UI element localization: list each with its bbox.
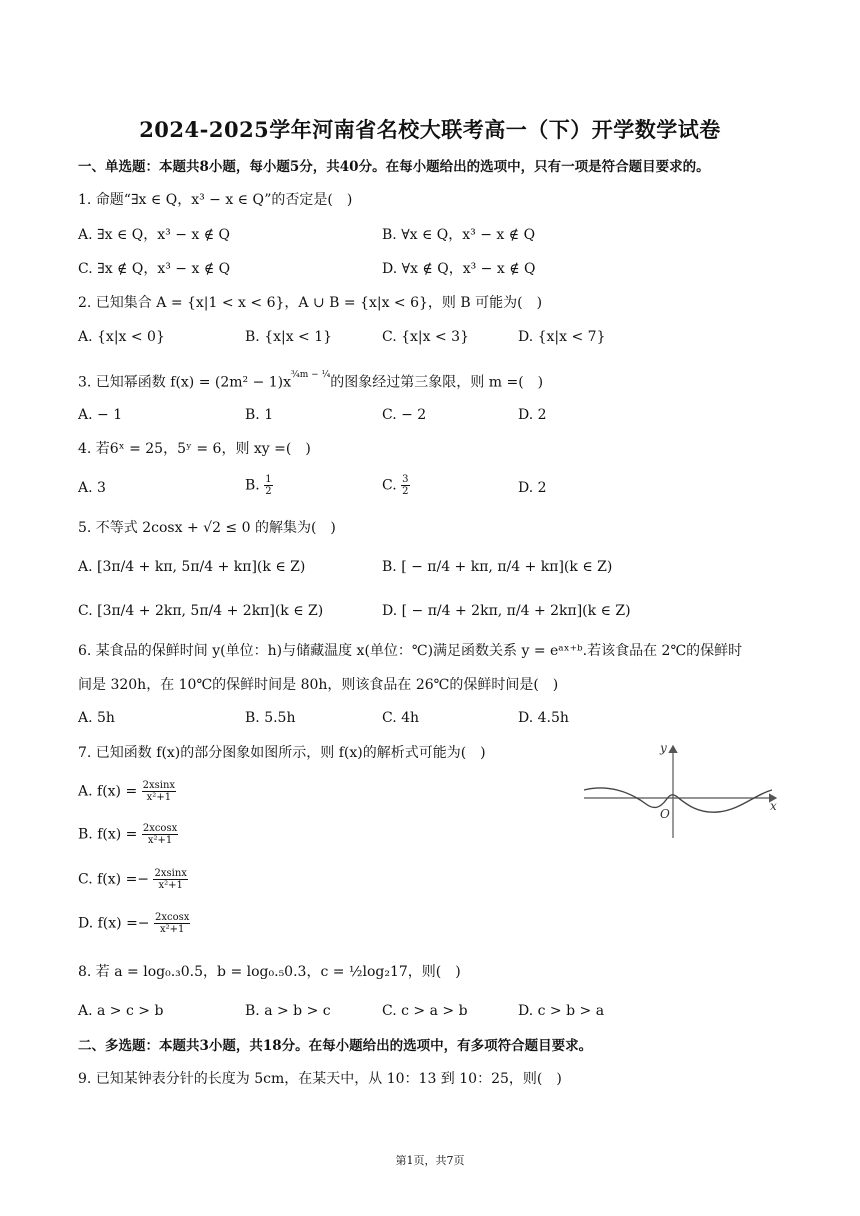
- fraction-denominator: x²+1: [147, 835, 173, 846]
- q1-option-a: A. ∃x ∈ Q，x³ − x ∉ Q: [78, 227, 231, 243]
- q7-function-graph: [578, 738, 784, 844]
- q6-option-a: A. 5h: [78, 710, 115, 726]
- section-multi-choice: 二、多选题：本题共3小题，共18分。在每小题给出的选项中，有多项符合题目要求。: [78, 1038, 593, 1054]
- q4-option-c-fraction: [401, 474, 409, 497]
- q7-option-d: [78, 912, 190, 935]
- q8-option-b: B. a > b > c: [245, 1003, 331, 1019]
- q4-stem: 4. 若6ˣ = 25，5ʸ = 6，则 xy =( ): [78, 441, 311, 457]
- q5-stem: 5. 不等式 2cosx + √2 ≤ 0 的解集为( ): [78, 520, 336, 536]
- q3-stem: [78, 369, 543, 393]
- q5-option-d: D. [ − π/4 + 2kπ, π/4 + 2kπ](k ∈ Z): [382, 603, 631, 619]
- q3-option-d: D. 2: [518, 407, 547, 423]
- q2-option-a: A. {x|x < 0}: [78, 329, 165, 345]
- q6-option-c: C. 4h: [382, 710, 420, 726]
- q8-option-a: A. a > c > b: [78, 1003, 164, 1019]
- q6-stem-line1: 6. 某食品的保鲜时间 y(单位：h)与储藏温度 x(单位：℃)满足函数关系 y = eᵃˣ⁺ᵇ.若该食品在 2℃的保鲜时: [78, 643, 743, 659]
- section-single-choice: 一、单选题：本题共8小题，每小题5分，共40分。在每小题给出的选项中，只有一项是符合题目要求的。: [78, 159, 710, 175]
- q4-option-b-label: B.: [245, 477, 260, 494]
- q7-option-c-fraction: [153, 868, 187, 891]
- q4-option-d: D. 2: [518, 480, 547, 496]
- fraction-denominator: x²+1: [160, 924, 185, 935]
- origin-label: O: [660, 807, 670, 821]
- page-footer: 第1页，共7页: [395, 1154, 465, 1167]
- q7-stem: 7. 已知函数 f(x)的部分图象如图所示，则 f(x)的解析式可能为( ): [78, 745, 486, 761]
- q3-stem-pre: 3. 已知幂函数 f(x) = (2m² − 1)x: [78, 374, 292, 391]
- q3-option-c: C. − 2: [382, 407, 427, 423]
- q1-option-d: D. ∀x ∉ Q，x³ − x ∉ Q: [382, 261, 536, 277]
- q6-stem-line2: 间是 320h，在 10℃的保鲜时间是 80h，则该食品在 26℃的保鲜时间是( ): [78, 677, 559, 693]
- fraction-denominator: x²+1: [146, 792, 172, 803]
- q2-option-c: C. {x|x < 3}: [382, 329, 469, 345]
- q2-option-b: B. {x|x < 1}: [245, 329, 333, 345]
- q7-option-d-label: D. f(x) =−: [78, 915, 150, 932]
- fraction-numerator: 2xcosx: [155, 912, 190, 923]
- q4-option-a: A. 3: [78, 480, 106, 496]
- q8-option-c: C. c > a > b: [382, 1003, 468, 1019]
- q8-stem: 8. 若 a = log₀.₃0.5，b = log₀.₅0.3，c = ½log₂17，则( ): [78, 964, 461, 980]
- q7-option-a-fraction: [142, 780, 176, 803]
- q4-option-c-label: C.: [382, 477, 397, 494]
- q1-stem: 1. 命题“∃x ∈ Q，x³ − x ∈ Q”的否定是( ): [78, 192, 353, 208]
- q5-option-a: A. [3π/4 + kπ, 5π/4 + kπ](k ∈ Z): [78, 559, 306, 575]
- q4-option-b: [245, 474, 273, 497]
- x-axis-label: x: [770, 799, 777, 813]
- q7-option-b-label: B. f(x) =: [78, 826, 138, 843]
- q7-option-a: [78, 780, 176, 803]
- q3-option-b: B. 1: [245, 407, 274, 423]
- q4-option-b-fraction: [264, 474, 272, 497]
- q5-option-c: C. [3π/4 + 2kπ, 5π/4 + 2kπ](k ∈ Z): [78, 603, 324, 619]
- q7-option-c: [78, 868, 188, 891]
- q7-option-c-label: C. f(x) =−: [78, 871, 150, 888]
- fraction-numerator: 2xsinx: [154, 868, 187, 879]
- q1-option-b: B. ∀x ∈ Q，x³ − x ∉ Q: [382, 227, 536, 243]
- q4-option-c: [382, 474, 410, 497]
- q7-option-b: [78, 823, 178, 846]
- q3-stem-post: 的图象经过第三象限，则 m =( ): [330, 374, 544, 391]
- y-axis-label: y: [660, 741, 667, 755]
- q6-option-b: B. 5.5h: [245, 710, 296, 726]
- fraction-numerator: 1: [265, 474, 272, 485]
- q6-option-d: D. 4.5h: [518, 710, 569, 726]
- q8-option-d: D. c > b > a: [518, 1003, 605, 1019]
- fraction-denominator: x²+1: [158, 880, 183, 891]
- page-title: 2024-2025学年河南省名校大联考高一（下）开学数学试卷: [139, 117, 721, 142]
- q3-stem-exponent: ¾m − ¼: [291, 370, 331, 380]
- fraction-numerator: 2xsinx: [142, 780, 176, 791]
- q3-option-a: A. − 1: [78, 407, 123, 423]
- q1-option-c: C. ∃x ∉ Q，x³ − x ∉ Q: [78, 261, 231, 277]
- fraction-numerator: 2xcosx: [142, 823, 178, 834]
- fraction-denominator: 2: [402, 486, 409, 497]
- q7-option-a-label: A. f(x) =: [78, 783, 138, 800]
- q7-option-b-fraction: [142, 823, 178, 846]
- q5-option-b: B. [ − π/4 + kπ, π/4 + kπ](k ∈ Z): [382, 559, 613, 575]
- fraction-numerator: 3: [402, 474, 409, 485]
- q7-option-d-fraction: [154, 912, 190, 935]
- fraction-denominator: 2: [265, 486, 272, 497]
- q9-stem: 9. 已知某钟表分针的长度为 5cm，在某天中，从 10：13 到 10：25，则( ): [78, 1071, 562, 1087]
- function-curve: [584, 788, 772, 812]
- q2-stem: 2. 已知集合 A = {x|1 < x < 6}，A ∪ B = {x|x < 6}，则 B 可能为( ): [78, 295, 543, 311]
- q2-option-d: D. {x|x < 7}: [518, 329, 606, 345]
